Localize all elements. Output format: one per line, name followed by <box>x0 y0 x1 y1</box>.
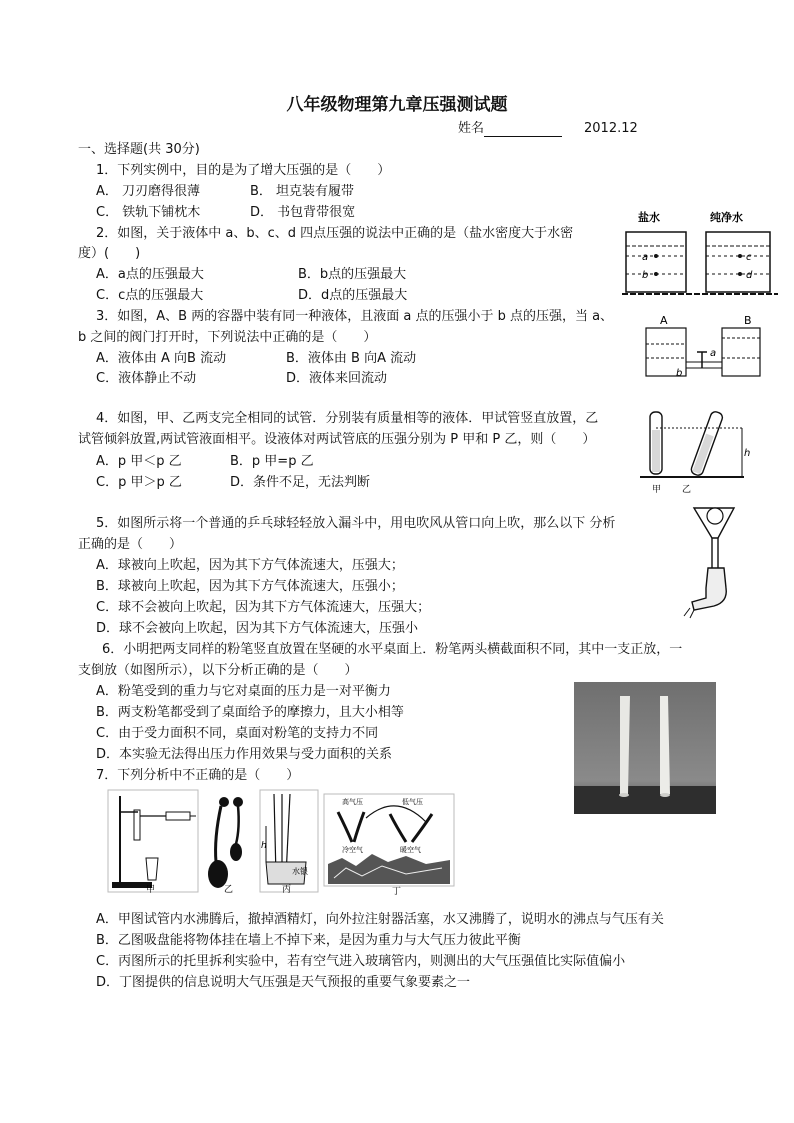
q6-option-a: A．粉笔受到的重力与它对桌面的压力是一对平衡力 <box>96 684 391 699</box>
q5-stem-line1: 5．如图所示将一个普通的乒乓球轻轻放入漏斗中，用电吹风从管口向上吹，那么以下 分析 <box>96 516 616 531</box>
q5-option-b: B．球被向上吹起，因为其下方气体流速大，压强小； <box>96 579 404 594</box>
q7-stem: 7．下列分析中不正确的是（ ） <box>96 768 300 783</box>
q5-option-c: C．球不会被向上吹起，因为其下方气体流速大，压强大； <box>96 600 431 615</box>
q1-stem: 1．下列实例中，目的是为了增大压强的是（ ） <box>96 163 391 178</box>
q7-figure-jia <box>108 790 198 895</box>
svg-text:高气压: 高气压 <box>342 798 363 806</box>
q2-stem-line2: 度）( ) <box>78 246 141 261</box>
q2-option-c: C．c点的压强最大 <box>96 288 204 303</box>
q5-stem-line2: 正确的是（ ） <box>78 537 183 552</box>
svg-text:甲: 甲 <box>146 885 156 895</box>
svg-text:冷空气: 冷空气 <box>342 846 363 854</box>
q3-figure <box>640 312 766 380</box>
q7-figure-strip <box>106 788 456 896</box>
svg-text:A: A <box>660 314 668 327</box>
svg-text:丙: 丙 <box>282 885 292 895</box>
svg-text:c: c <box>746 252 752 263</box>
label-salt-water: 盐水 <box>638 211 660 224</box>
q6-stem-line1: 6．小明把两支同样的粉笔竖直放置在坚硬的水平桌面上．粉笔两头横截面积不同，其中一支正放，一 <box>102 642 683 657</box>
q6-chalk-photo <box>574 682 716 814</box>
q5-figure <box>682 498 752 620</box>
svg-text:d: d <box>746 270 753 281</box>
svg-text:h: h <box>261 841 267 851</box>
q7-figure-ding <box>324 794 454 896</box>
svg-text:暖空气: 暖空气 <box>400 846 421 854</box>
q1-option-a: A． 刀刃磨得很薄 <box>96 184 201 199</box>
q7-option-b: B．乙图吸盘能将物体挂在墙上不掉下来，是因为重力与大气压力彼此平衡 <box>96 933 521 948</box>
svg-text:a: a <box>642 252 649 263</box>
q2-option-b: B．b点的压强最大 <box>298 267 407 282</box>
q2-stem-line1: 2．如图，关于液体中 a、b、c、d 四点压强的说法中正确的是（盐水密度大于水密 <box>96 226 574 241</box>
q4-stem-line2: 试管倾斜放置,两试管液面相平。设液体对两试管底的压强分别为 P 甲和 P 乙，则（ ） <box>78 432 596 447</box>
name-label: 姓名 <box>458 121 485 136</box>
svg-text:低气压: 低气压 <box>402 798 423 806</box>
q2-option-d: D．d点的压强最大 <box>298 288 408 303</box>
q6-option-c: C．由于受力面积不同，桌面对粉笔的支持力不同 <box>96 726 379 741</box>
q5-option-d: D．球不会被向上吹起，因为其下方气体流速大，压强小 <box>96 621 419 636</box>
page-title: 八年级物理第九章压强测试题 <box>286 95 508 115</box>
q4-figure <box>640 404 756 496</box>
name-field[interactable] <box>484 122 562 137</box>
svg-text:B: B <box>744 314 752 327</box>
svg-text:a: a <box>710 348 717 359</box>
svg-text:乙: 乙 <box>682 485 692 495</box>
q5-option-a: A．球被向上吹起，因为其下方气体流速大，压强大； <box>96 558 404 573</box>
q6-option-d: D．本实验无法得出压力作用效果与受力面积的关系 <box>96 747 393 762</box>
q4-option-a: A．p 甲＜p 乙 <box>96 454 182 469</box>
q7-figure-yi <box>208 797 243 895</box>
q7-option-c: C．丙图所示的托里拆利实验中，若有空气进入玻璃管内，则测出的大气压强值比实际值偏小 <box>96 954 626 969</box>
q6-option-b: B．两支粉笔都受到了桌面给予的摩擦力，且大小相等 <box>96 705 404 720</box>
q6-stem-line2: 支倒放（如图所示），以下分析正确的是（ ） <box>78 663 358 678</box>
svg-text:甲: 甲 <box>652 485 662 495</box>
svg-text:水银: 水银 <box>292 867 308 876</box>
q7-option-d: D．丁图提供的信息说明大气压强是天气预报的重要气象要素之一 <box>96 975 471 990</box>
q3-stem-line1: 3．如图，A、B 两的容器中装有同一种液体，且液面 a 点的压强小于 b 点的压强，当 a、 <box>96 309 614 324</box>
svg-text:乙: 乙 <box>224 885 234 895</box>
q4-stem-line1: 4．如图，甲、乙两支完全相同的试管．分别装有质量相等的液体．甲试管竖直放置，乙 <box>96 411 599 426</box>
q4-option-d: D．条件不足，无法判断 <box>230 475 371 490</box>
q3-option-d: D．液体来回流动 <box>286 371 388 386</box>
q4-option-c: C．p 甲＞p 乙 <box>96 475 182 490</box>
section-heading: 一、选择题(共 30分) <box>78 142 200 157</box>
q7-figure-bing <box>260 790 318 895</box>
q1-option-c: C． 铁轨下铺枕木 <box>96 205 201 220</box>
q3-stem-line2: b 之间的阀门打开时，下列说法中正确的是（ ） <box>78 330 377 345</box>
q2-option-a: A．a点的压强最大 <box>96 267 204 282</box>
name-date-row <box>458 120 638 137</box>
svg-text:b: b <box>676 368 683 379</box>
q2-figure <box>622 208 778 298</box>
q1-option-b: B． 坦克装有履带 <box>250 184 355 199</box>
q1-option-d: D． 书包背带很宽 <box>250 205 356 220</box>
label-pure-water: 纯净水 <box>710 211 743 224</box>
q3-option-b: B．液体由 B 向A 流动 <box>286 351 417 366</box>
date: 2012.12 <box>584 121 638 136</box>
svg-text:h: h <box>744 448 751 459</box>
q4-option-b: B．p 甲=p 乙 <box>230 454 314 469</box>
q3-option-c: C．液体静止不动 <box>96 371 197 386</box>
svg-text:b: b <box>642 270 649 281</box>
q3-option-a: A．液体由 A 向B 流动 <box>96 351 227 366</box>
svg-text:丁: 丁 <box>392 887 402 896</box>
q7-option-a: A．甲图试管内水沸腾后，撤掉酒精灯，向外拉注射器活塞，水又沸腾了，说明水的沸点与气压有关 <box>96 912 664 927</box>
